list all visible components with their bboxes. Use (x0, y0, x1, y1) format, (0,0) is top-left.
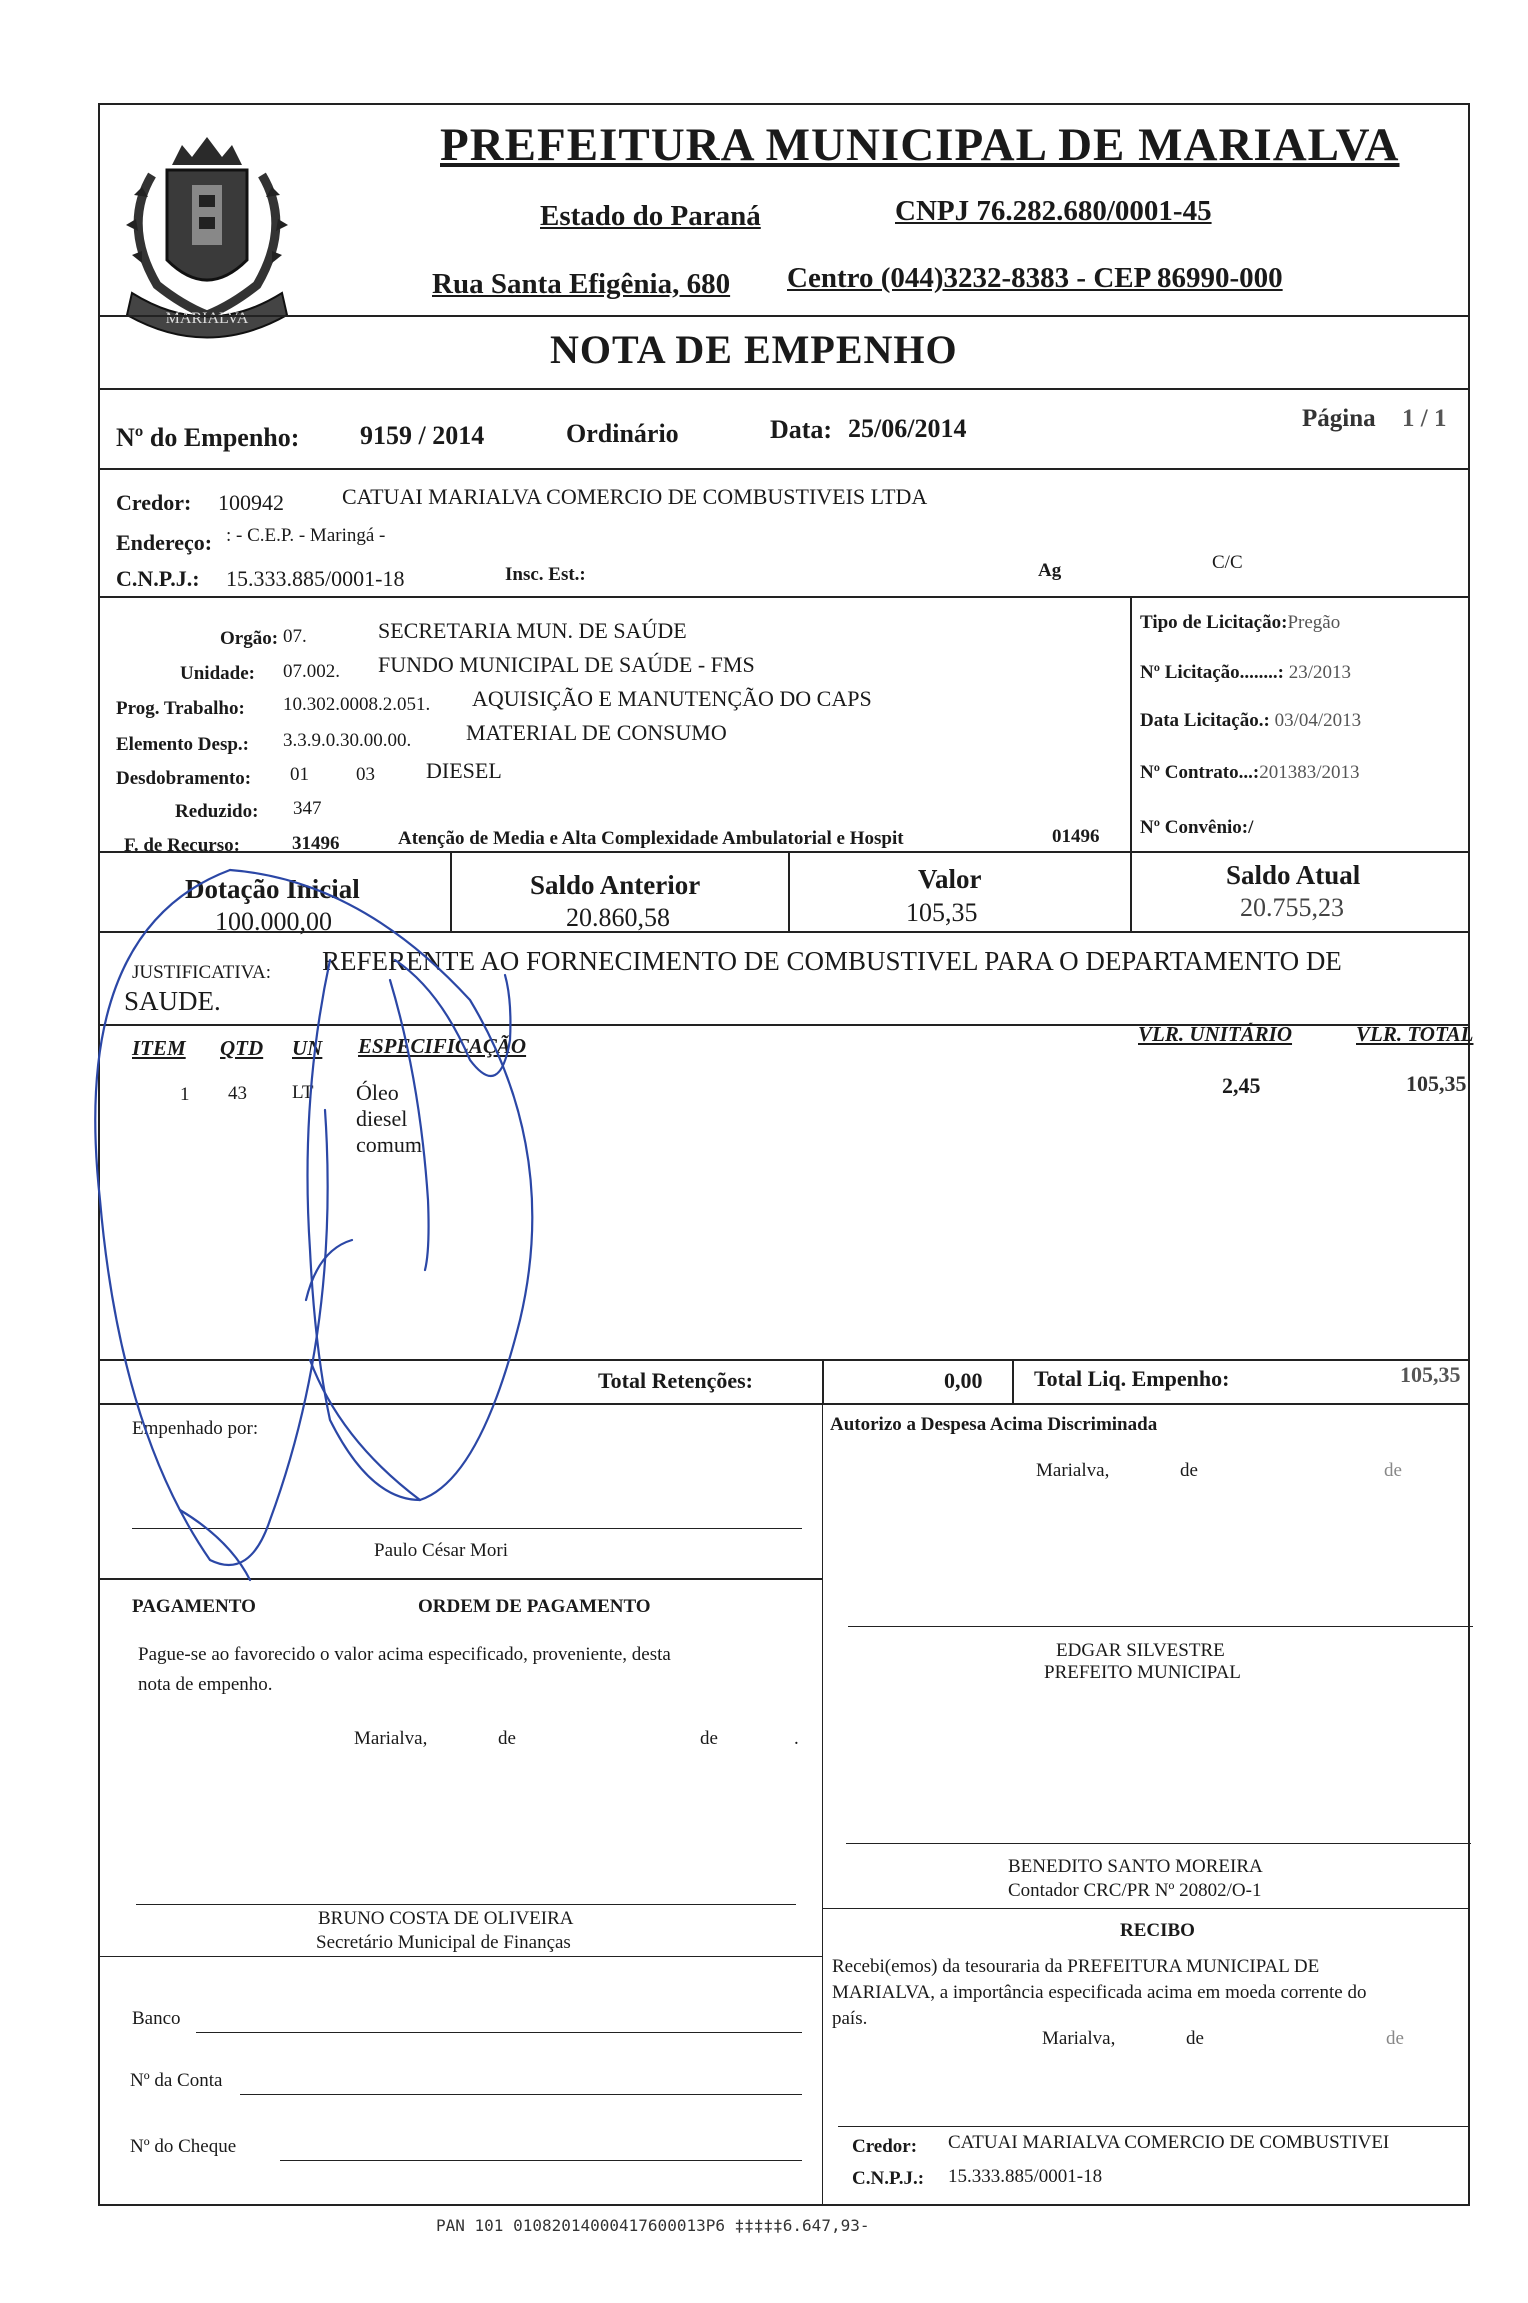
item-un: LT (292, 1082, 314, 1103)
desdobramento-b: 03 (356, 764, 375, 785)
item-especificacao: Óleo diesel comum (356, 1080, 422, 1157)
recibo-credor-label: Credor: (852, 2136, 918, 2157)
desdobramento-label: Desdobramento: (116, 768, 252, 789)
data-licitacao-value: 03/04/2013 (1274, 710, 1362, 731)
address-field-label: Endereço: (116, 530, 213, 555)
item-vlr-unitario: 2,45 (1222, 1073, 1261, 1098)
recibo-text-3: país. (832, 2008, 868, 2029)
tipo-licitacao-value: Pregão (1287, 612, 1341, 633)
data-licitacao-label: Data Licitação.: (1140, 710, 1270, 731)
justificativa-text-2: SAUDE. (124, 986, 221, 1016)
footer-code: PAN 101 01082014000417600013P6 ‡‡‡‡‡6.647,93- (436, 2216, 870, 2235)
dotacao-value: 100.000,00 (215, 907, 332, 936)
recurso-desc: Atenção de Media e Alta Complexidade Ambulatorial e Hospit (398, 828, 904, 849)
prog-code: 10.302.0008.2.051. (283, 694, 431, 715)
pagamento-city: Marialva, (354, 1728, 428, 1749)
autorizo-de-1: de (1180, 1460, 1198, 1481)
orgao-label: Orgão: (220, 628, 279, 649)
orgao-name: SECRETARIA MUN. DE SAÚDE (378, 618, 687, 643)
convenio-label: Nº Convênio:/ (1140, 817, 1254, 838)
recibo-label: RECIBO (1120, 1920, 1195, 1941)
empenho-number: 9159 / 2014 (360, 421, 485, 450)
contador-role: Contador CRC/PR Nº 20802/O-1 (1008, 1880, 1262, 1901)
cnpj-label: CNPJ 76.282.680/0001-45 (895, 195, 1212, 227)
item-number: 1 (180, 1084, 190, 1105)
numero-licitacao-label: Nº Licitação........: (1140, 662, 1284, 683)
recurso-code: 31496 (292, 833, 340, 854)
pagamento-text: Pague-se ao favorecido o valor acima especificado, proveniente, desta (138, 1644, 671, 1665)
recibo-city: Marialva, (1042, 2028, 1116, 2049)
ag-label: Ag (1038, 560, 1062, 581)
recibo-text-2: MARIALVA, a importância especificada acima em moeda corrente do (832, 1982, 1367, 2003)
conta-label: Nº da Conta (130, 2070, 223, 2091)
pagamento-label: PAGAMENTO (132, 1596, 256, 1617)
saldo-anterior-label: Saldo Anterior (530, 870, 701, 900)
ordem-pagamento-label: ORDEM DE PAGAMENTO (418, 1596, 651, 1617)
state-label: Estado do Paraná (540, 200, 761, 232)
prog-name: AQUISIÇÃO E MANUTENÇÃO DO CAPS (472, 686, 872, 711)
cc-label: C/C (1212, 552, 1243, 573)
numero-licitacao-value: 23/2013 (1288, 662, 1352, 683)
insc-est-label: Insc. Est.: (505, 564, 586, 585)
pagamento-de-1: de (498, 1728, 516, 1749)
saldo-anterior-value: 20.860,58 (566, 903, 670, 932)
total-retencoes-value: 0,00 (944, 1368, 983, 1393)
item-qtd: 43 (228, 1083, 247, 1104)
recibo-cnpj-label: C.N.P.J.: (852, 2168, 925, 2189)
col-vlr-unitario-header: VLR. UNITÁRIO (1138, 1022, 1293, 1046)
recibo-cnpj: 15.333.885/0001-18 (948, 2166, 1103, 2187)
unidade-name: FUNDO MUNICIPAL DE SAÚDE - FMS (378, 652, 755, 677)
recurso-code2: 01496 (1052, 826, 1100, 847)
recibo-de-1: de (1186, 2028, 1204, 2049)
doc-title: NOTA DE EMPENHO (550, 327, 958, 372)
secretario-name: BRUNO COSTA DE OLIVEIRA (318, 1908, 574, 1929)
desdobramento-a: 01 (290, 764, 309, 785)
prefeito-role: PREFEITO MUNICIPAL (1044, 1662, 1241, 1683)
empenhado-por-label: Empenhado por: (132, 1418, 259, 1439)
contact-label: Centro (044)3232-8383 - CEP 86990-000 (787, 262, 1283, 294)
credor-label: Credor: (116, 490, 192, 515)
page-number: 1 / 1 (1402, 405, 1447, 432)
tipo-licitacao-label: Tipo de Licitação: (1140, 612, 1288, 633)
valor-value: 105,35 (906, 898, 978, 927)
page-label: Página (1302, 405, 1376, 432)
prefeito-name: EDGAR SILVESTRE (1056, 1640, 1225, 1661)
numero-contrato-label: Nº Contrato...: (1140, 762, 1260, 783)
elemento-code: 3.3.9.0.30.00.00. (283, 730, 412, 751)
autorizo-city: Marialva, (1036, 1460, 1110, 1481)
justificativa-text: REFERENTE AO FORNECIMENTO DE COMBUSTIVEL PARA O DEPARTAMENTO DE (322, 946, 1342, 976)
numero-contrato-value: 201383/2013 (1259, 762, 1360, 783)
reduzido-label: Reduzido: (175, 801, 259, 822)
credor-code: 100942 (218, 490, 284, 515)
empenho-type: Ordinário (566, 419, 679, 448)
desdobramento-name: DIESEL (426, 758, 502, 783)
credor-cnpj: 15.333.885/0001-18 (226, 566, 405, 591)
unidade-label: Unidade: (180, 663, 255, 684)
col-vlr-total-header: VLR. TOTAL (1356, 1022, 1474, 1046)
empenhado-por-name: Paulo César Mori (374, 1540, 509, 1561)
empenho-number-label: Nº do Empenho: (116, 423, 300, 452)
contador-name: BENEDITO SANTO MOREIRA (1008, 1856, 1263, 1877)
credor-address: : - C.E.P. - Maringá - (226, 525, 386, 546)
prog-label: Prog. Trabalho: (116, 698, 245, 719)
autorizo-label: Autorizo a Despesa Acima Discriminada (830, 1414, 1158, 1435)
valor-label: Valor (918, 864, 982, 894)
dotacao-label: Dotação Inicial (185, 874, 360, 904)
elemento-label: Elemento Desp.: (116, 734, 249, 755)
empenho-date: 25/06/2014 (848, 414, 967, 443)
cheque-label: Nº do Cheque (130, 2136, 237, 2157)
page-title: PREFEITURA MUNICIPAL DE MARIALVA (440, 119, 1400, 171)
item-vlr-total: 105,35 (1406, 1071, 1467, 1096)
credor-name: CATUAI MARIALVA COMERCIO DE COMBUSTIVEIS LTDA (342, 484, 928, 509)
elemento-name: MATERIAL DE CONSUMO (466, 720, 727, 745)
total-liquido-label: Total Liq. Empenho: (1034, 1366, 1230, 1391)
total-liquido-value: 105,35 (1400, 1362, 1461, 1387)
total-retencoes-label: Total Retenções: (598, 1368, 753, 1393)
recurso-label: F. de Recurso: (124, 835, 240, 856)
reduzido-value: 347 (293, 798, 322, 819)
saldo-atual-value: 20.755,23 (1240, 893, 1344, 922)
secretario-role: Secretário Municipal de Finanças (316, 1932, 571, 1953)
banco-label: Banco (132, 2008, 181, 2029)
justificativa-label: JUSTIFICATIVA: (132, 962, 272, 983)
col-item-header: ITEM (132, 1036, 186, 1060)
pagamento-text-2: nota de empenho. (138, 1674, 273, 1695)
orgao-code: 07. (283, 626, 307, 647)
pagamento-dot: . (794, 1728, 799, 1749)
unidade-code: 07.002. (283, 661, 340, 682)
svg-text:MARIALVA: MARIALVA (165, 310, 249, 327)
empenho-date-label: Data: (770, 415, 833, 444)
recibo-text: Recebi(emos) da tesouraria da PREFEITURA MUNICIPAL DE (832, 1956, 1320, 1977)
col-un-header: UN (292, 1036, 323, 1060)
autorizo-de-2: de (1384, 1460, 1402, 1481)
col-especificacao-header: ESPECIFICAÇÃO (358, 1034, 527, 1058)
credor-cnpj-label: C.N.P.J.: (116, 566, 200, 591)
pagamento-de-2: de (700, 1728, 718, 1749)
address-label: Rua Santa Efigênia, 680 (432, 268, 731, 300)
saldo-atual-label: Saldo Atual (1226, 860, 1361, 890)
recibo-de-2: de (1386, 2028, 1404, 2049)
recibo-credor-name: CATUAI MARIALVA COMERCIO DE COMBUSTIVEI (948, 2132, 1390, 2153)
col-qtd-header: QTD (220, 1036, 264, 1060)
